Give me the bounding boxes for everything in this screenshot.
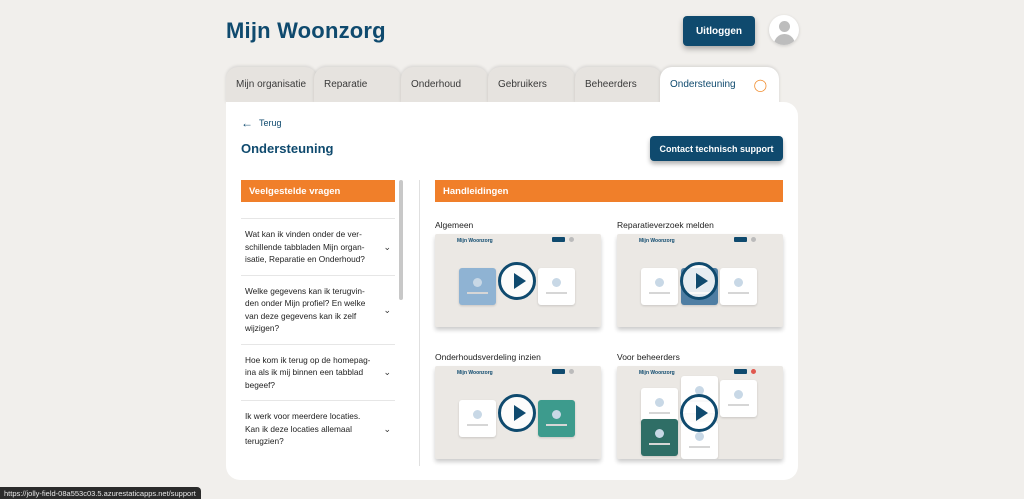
support-panel <box>226 102 798 480</box>
guide-title: Voor beheerders <box>617 352 680 362</box>
tab-beheerders[interactable]: Beheerders <box>575 67 662 103</box>
contact-support-button[interactable]: Contact technisch support <box>650 136 783 161</box>
tab-gebruikers[interactable]: Gebruikers <box>488 67 575 103</box>
chevron-down-icon: ⌄ <box>383 423 391 434</box>
video-thumbnail[interactable]: Mijn Woonzorg <box>617 234 783 327</box>
tab-mijn-organisatie[interactable]: Mijn organisatie <box>226 67 317 103</box>
user-icon <box>779 21 790 32</box>
faq-item[interactable]: Welke gegevens kan ik terugvin- den onder Mijn profiel? En welke van deze gegevens kan ik zelf wijzigen? ⌄ <box>241 275 395 344</box>
guide-algemeen[interactable] <box>435 220 601 327</box>
guide-reparatieverzoek[interactable] <box>617 220 783 327</box>
app-title: Mijn Woonzorg <box>226 18 386 43</box>
guides-heading: Handleidingen <box>435 180 783 202</box>
lightbulb-icon: ◯ <box>753 78 767 92</box>
faq-item[interactable]: Ik werk voor meerdere locaties. Kan ik deze locaties allemaal terugzien? ⌄ <box>241 400 395 457</box>
video-thumbnail[interactable]: Mijn Woonzorg <box>435 366 601 459</box>
guide-voor-beheerders[interactable] <box>617 352 783 459</box>
play-icon[interactable] <box>680 262 718 300</box>
status-url: https://jolly-field-08a553c03.5.azurestaticapps.net/support <box>0 487 201 499</box>
faq-list <box>241 218 395 457</box>
tab-ondersteuning[interactable]: Ondersteuning ◯ <box>660 67 779 105</box>
faq-section <box>241 180 395 470</box>
tab-onderhoud[interactable]: Onderhoud <box>401 67 488 103</box>
back-link[interactable]: ← Terug <box>241 116 282 130</box>
tab-reparatie[interactable]: Reparatie <box>314 67 401 103</box>
play-icon[interactable] <box>498 394 536 432</box>
faq-heading: Veelgestelde vragen <box>241 180 395 202</box>
chevron-down-icon: ⌄ <box>383 241 391 252</box>
guides-section <box>435 180 783 376</box>
chevron-down-icon: ⌄ <box>383 304 391 315</box>
logout-button[interactable]: Uitloggen <box>683 16 755 46</box>
guide-title: Onderhoudsverdeling inzien <box>435 352 541 362</box>
play-icon[interactable] <box>680 394 718 432</box>
video-thumbnail[interactable]: Mijn Woonzorg <box>435 234 601 327</box>
guide-title: Algemeen <box>435 220 474 230</box>
video-thumbnail[interactable]: Mijn Woonzorg <box>617 366 783 459</box>
divider <box>419 180 420 466</box>
guide-title: Reparatieverzoek melden <box>617 220 714 230</box>
faq-item[interactable]: Hoe kom ik terug op de homepag- ina als ik mij binnen een tabblad begeef? ⌄ <box>241 344 395 401</box>
faq-scrollbar[interactable] <box>399 180 403 300</box>
chevron-down-icon: ⌄ <box>383 367 391 378</box>
play-icon[interactable] <box>498 262 536 300</box>
avatar[interactable] <box>769 15 799 45</box>
faq-item[interactable]: Wat kan ik vinden onder de ver- schillende tabbladen Mijn organ- isatie, Reparatie en Onderhoud? ⌄ <box>241 218 395 275</box>
guide-onderhoudsverdeling[interactable] <box>435 352 601 459</box>
page-title: Ondersteuning <box>241 141 334 156</box>
arrow-left-icon: ← <box>241 116 253 130</box>
